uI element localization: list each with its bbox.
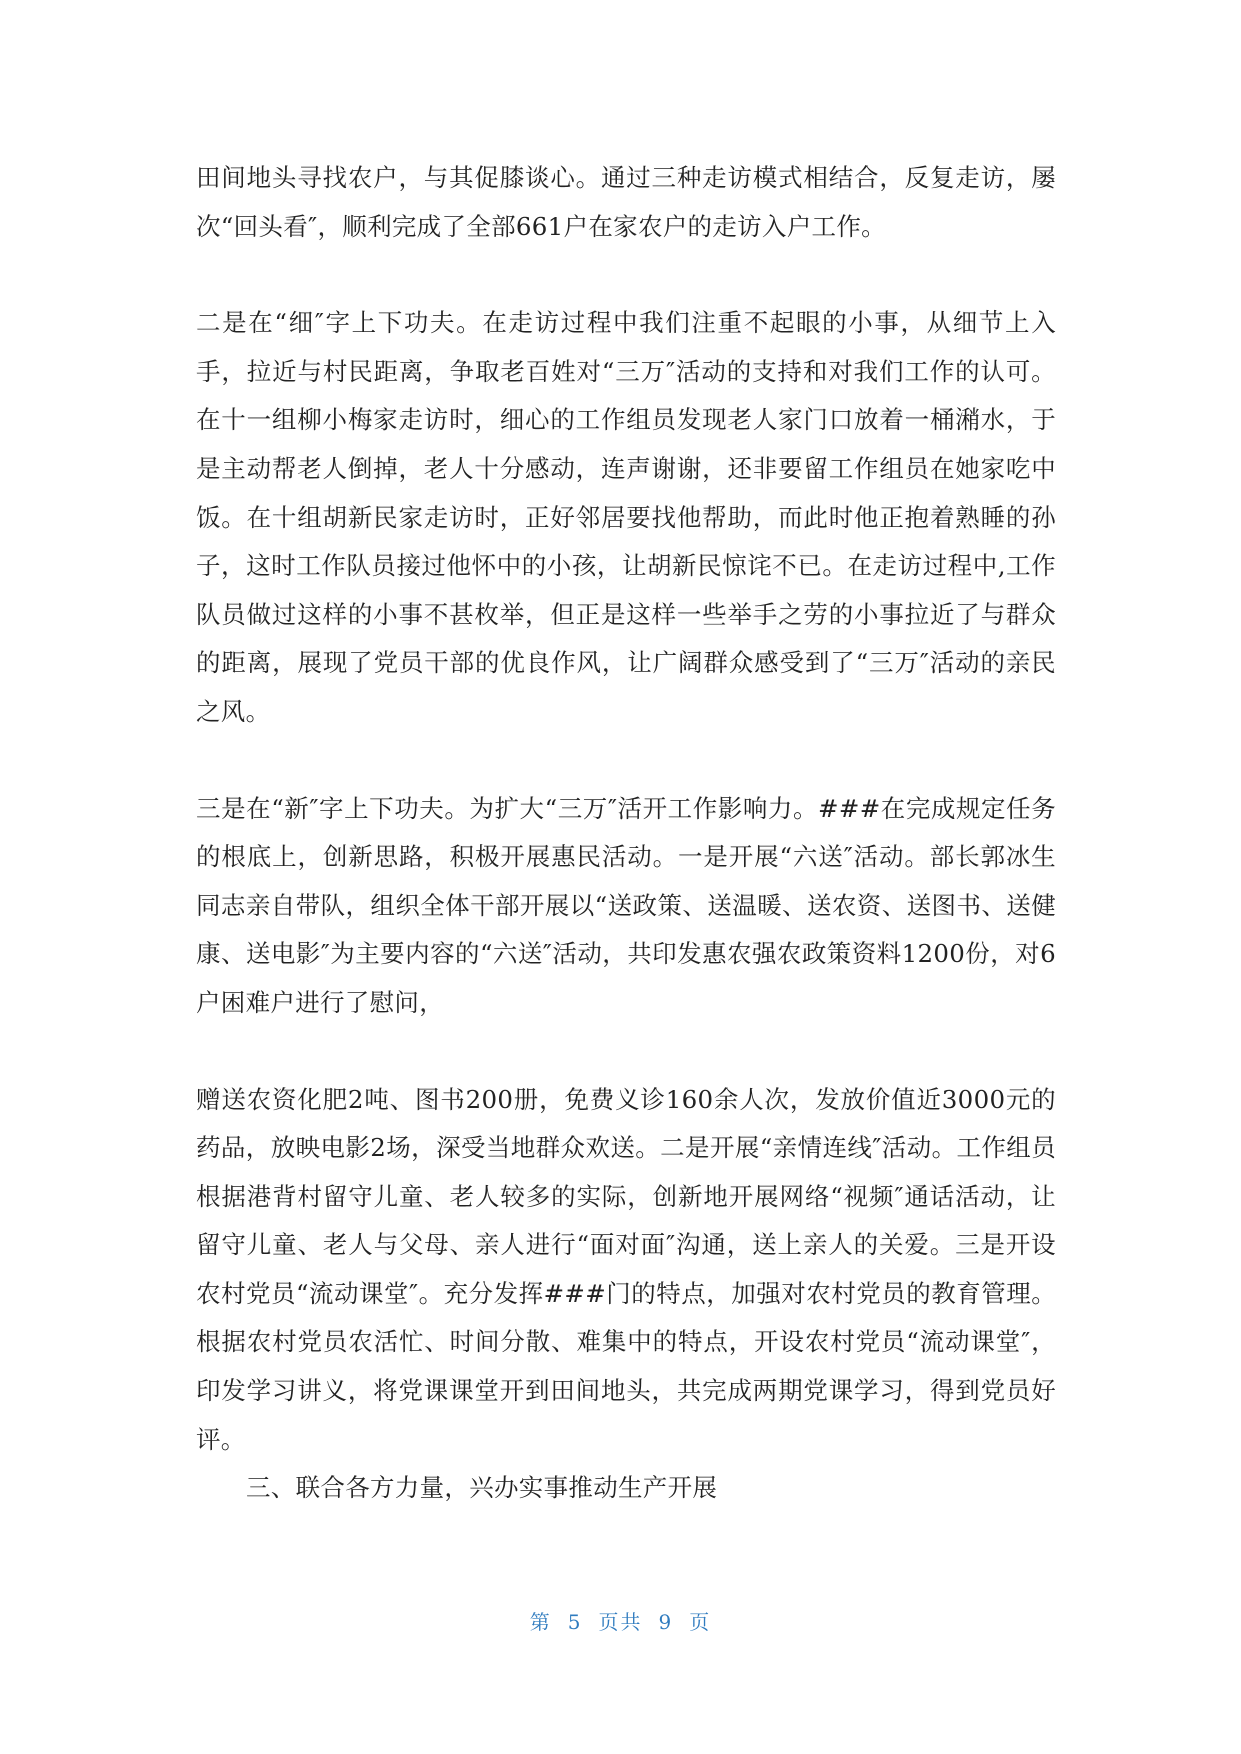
paragraph-innovation-effort: 三是在“新″字上下功夫。为扩大“三万″活开工作影响力。###在完成规定任务的根底上，创新思路，积极开展惠民活动。一是开展“六送″活动。部长郭冰生同志亲自带队，组织全体干部开展以“送政策、送温暖、送农资、送图书、送健康、送电影″为主要内容的“六送″活动，共印发惠农强农政策资料1200份，对6户困难户进行了慰问，	[196, 793, 1056, 1017]
footer-label-ye-gong: 页共	[598, 1610, 643, 1634]
paragraph-donations: 赠送农资化肥2吨、图书200册，免费义诊160余人次，发放价值近3000元的药品，放映电影2场，深受当地群众欢送。二是开展“亲情连线″活动。工作组员根据港背村留守儿童、老人较多的实际，创新地开展网络“视频″通话活动，让留守儿童、老人与父母、亲人进行“面对面″沟通，送上亲人的关爱。三是开设农村党员“流动课堂″。充分发挥###门的特点，加强对农村党员的教育管理。根据农村党员农活忙、时间分散、难集中的特点，开设农村党员“流动课堂″，印发学习讲义，将党课课堂开到田间地头，共完成两期党课学习，得到党员好评。	[196, 1084, 1056, 1454]
page-footer	[0, 1606, 1241, 1635]
footer-current-page: 5	[567, 1610, 583, 1634]
footer-total-pages: 9	[658, 1610, 674, 1634]
paragraph-visit-completion: 田间地头寻找农户，与其促膝谈心。通过三种走访模式相结合，反复走访，屡次“回头看″，顺利完成了全部661户在家农户的走访入户工作。	[196, 163, 1056, 241]
paragraph-spacer	[196, 251, 1056, 299]
paragraph-detail-effort: 二是在“细″字上下功夫。在走访过程中我们注重不起眼的小事，从细节上入手，拉近与村民距离，争取老百姓对“三万″活动的支持和对我们工作的认可。在十一组柳小梅家走访时，细心的工作组员发现老人家门口放着一桶潲水，于是主动帮老人倒掉，老人十分感动，连声谢谢，还非要留工作组员在她家吃中饭。在十组胡新民家走访时，正好邻居要找他帮助，而此时他正抱着熟睡的孙子，这时工作队员接过他怀中的小孩，让胡新民惊诧不已。在走访过程中,工作队员做过这样的小事不甚枚举，但正是这样一些举手之劳的小事拉近了与群众的距离，展现了党员干部的优良作风，让广阔群众感受到了“三万″活动的亲民之风。	[196, 308, 1056, 726]
document-body	[196, 154, 1056, 1513]
paragraph-spacer	[196, 1028, 1056, 1076]
footer-label-ye: 页	[689, 1610, 712, 1634]
section-heading: 三、联合各方力量，兴办实事推动生产开展	[246, 1473, 718, 1503]
paragraph-spacer	[196, 737, 1056, 785]
footer-label-di: 第	[529, 1610, 552, 1634]
